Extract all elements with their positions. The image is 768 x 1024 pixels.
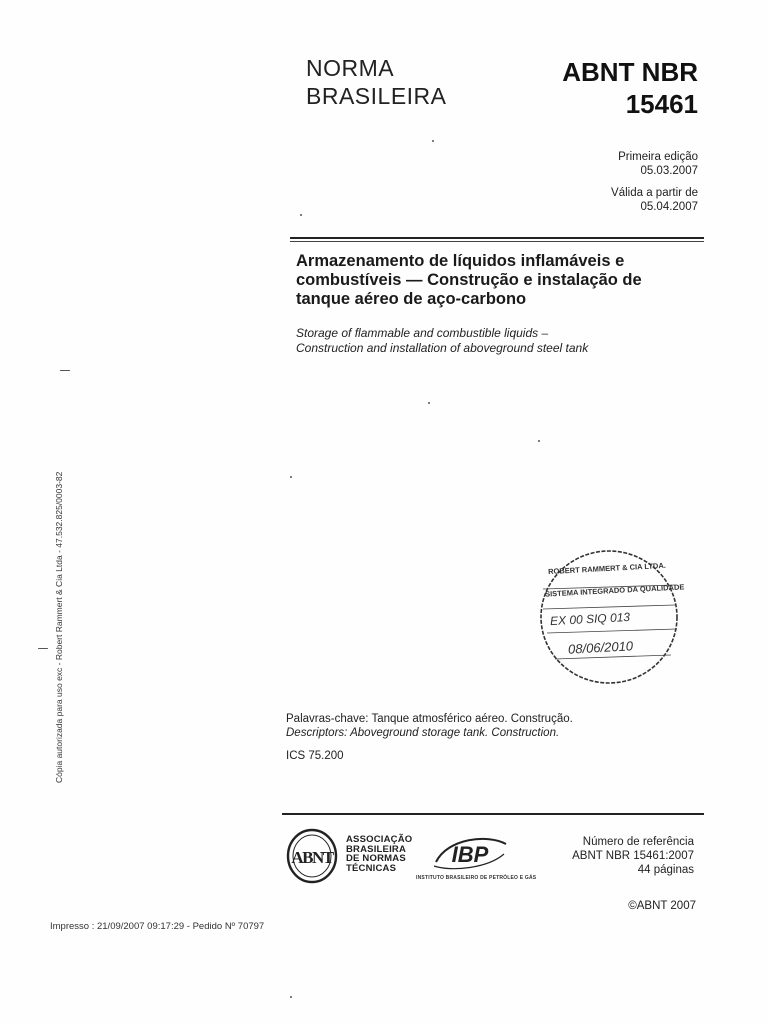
reference-pages: 44 páginas <box>637 864 694 876</box>
standard-line2: 15461 <box>625 89 698 119</box>
reference-info <box>572 835 694 877</box>
keywords-pt: Palavras-chave: Tanque atmosférico aéreo. Construção. <box>286 713 573 725</box>
reference-label: Número de referência <box>582 836 694 848</box>
stamp-ex-code: EX 00 SIQ 013 <box>549 609 631 629</box>
bottom-divider <box>282 813 704 815</box>
scan-speck <box>432 140 434 142</box>
keywords-en: Descriptors: Aboveground storage tank. Construction. <box>286 727 560 739</box>
norma-brasileira-label <box>306 54 447 110</box>
scan-speck <box>290 996 292 998</box>
edition-info <box>611 150 698 214</box>
title-line1: Armazenamento de líquidos inflamáveis e <box>296 252 625 270</box>
assoc-line4: TÉCNICAS <box>346 862 397 874</box>
print-stamp: Impresso : 21/09/2007 09:17:29 - Pedido Nº 70797 <box>50 921 265 932</box>
scan-speck <box>38 648 48 649</box>
side-authorization-note: Cópia autorizada para uso exc - Robert Rammert & Cia Ltda - 47.532.825/0003-82 <box>54 471 64 783</box>
abnt-logo-mark: ABNT <box>291 848 333 867</box>
abnt-logo-icon <box>286 828 338 884</box>
ibp-logo-icon <box>430 832 510 876</box>
copyright: ©ABNT 2007 <box>628 900 696 912</box>
stamp-system: SISTEMA INTEGRADO DA QUALIDADE <box>544 582 685 599</box>
assoc-line2: BRASILEIRA <box>346 843 407 855</box>
document-title <box>296 252 706 309</box>
valid-date: 05.04.2007 <box>640 201 698 213</box>
top-divider <box>290 237 704 239</box>
top-divider-thin <box>290 241 704 242</box>
abnt-association-name <box>346 835 412 873</box>
scan-speck <box>60 370 70 371</box>
subtitle-line1: Storage of flammable and combustible liquids – <box>296 326 549 340</box>
edition-date: 05.03.2007 <box>640 165 698 177</box>
norma-line1: NORMA <box>306 55 395 81</box>
standard-number <box>562 56 698 120</box>
title-line2: combustíveis — Construção e instalação de <box>296 271 642 289</box>
subtitle-line2: Construction and installation of aboveground steel tank <box>296 341 589 355</box>
ibp-logo-mark: IBP <box>451 842 489 867</box>
stamp-date: 08/06/2010 <box>567 638 634 657</box>
standard-line1: ABNT NBR <box>562 57 698 87</box>
scan-speck <box>300 214 302 216</box>
reference-code: ABNT NBR 15461:2007 <box>572 850 694 862</box>
assoc-line3: DE NORMAS <box>346 853 406 864</box>
scan-speck <box>538 440 540 442</box>
document-subtitle <box>296 326 706 356</box>
scan-speck <box>290 476 292 478</box>
valid-label: Válida a partir de <box>611 187 698 199</box>
edition-label: Primeira edição <box>618 151 698 163</box>
title-line3: tanque aéreo de aço-carbono <box>296 290 527 308</box>
assoc-line1: ASSOCIAÇÃO <box>346 834 413 845</box>
scan-speck <box>428 402 430 404</box>
stamp-company: ROBERT RAMMERT & CIA LTDA. <box>547 560 667 577</box>
ics-code: ICS 75.200 <box>286 750 344 762</box>
keywords <box>286 712 706 740</box>
norma-line2: BRASILEIRA <box>306 83 447 109</box>
ibp-caption: INSTITUTO BRASILEIRO DE PETRÓLEO E GÁS <box>416 875 537 881</box>
